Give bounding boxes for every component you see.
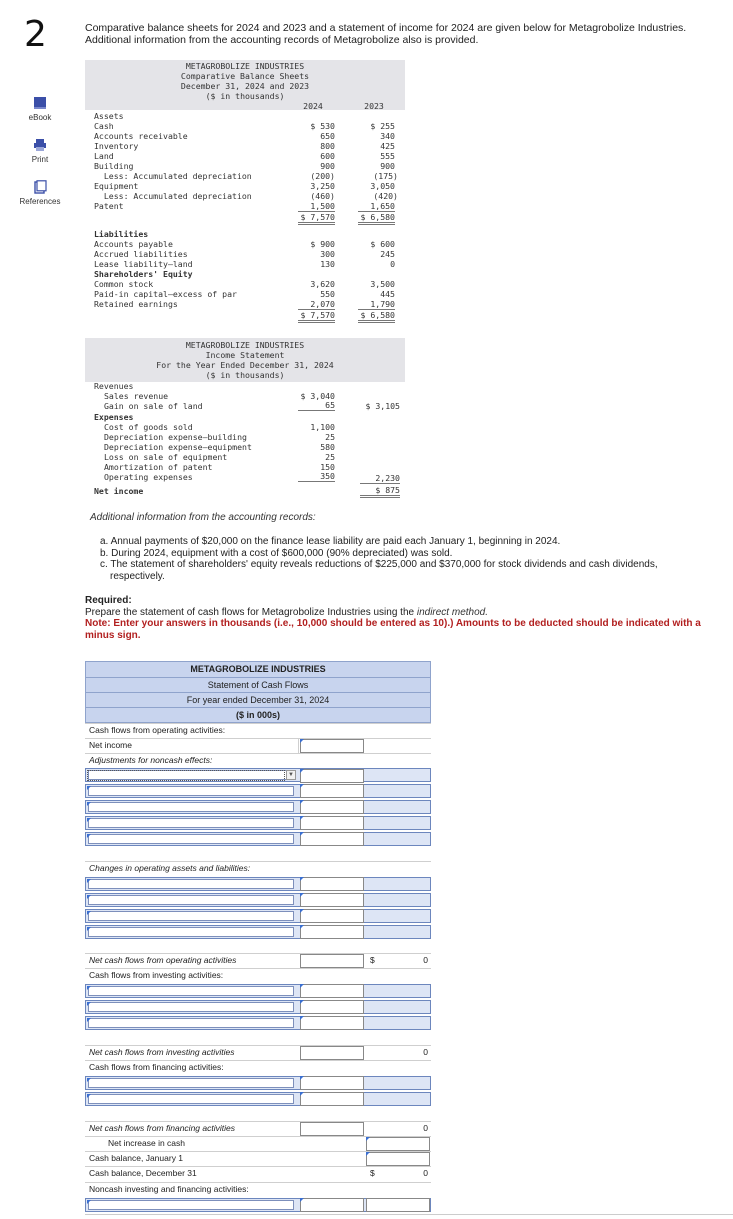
cf-label: Net cash flows from investing activities bbox=[89, 1047, 235, 1057]
bs-value: 2,070 bbox=[298, 299, 335, 310]
is-net-income: $ 875 bbox=[360, 485, 400, 498]
financing-row[interactable] bbox=[85, 1076, 431, 1090]
investing-input[interactable] bbox=[300, 1000, 364, 1014]
bs-value: 3,050 bbox=[370, 181, 395, 191]
cf-label: Cash balance, December 31 bbox=[89, 1168, 197, 1178]
cf-label: Cash flows from financing activities: bbox=[89, 1062, 224, 1072]
bs-liab-total-2023: $ 6,580 bbox=[358, 310, 395, 323]
is-value: 25 bbox=[325, 452, 335, 462]
bs-value: 130 bbox=[320, 259, 335, 269]
bs-value: 3,500 bbox=[370, 279, 395, 289]
cf-label: Net income bbox=[89, 740, 132, 750]
bs-row-label: Lease liability—land bbox=[94, 259, 193, 269]
cf-label: Changes in operating assets and liabilities: bbox=[89, 863, 251, 873]
bs-row-label: Patent bbox=[94, 201, 124, 211]
bs-row-label: Land bbox=[94, 151, 114, 161]
ebook-icon bbox=[33, 96, 47, 110]
bs-row-label: Equipment bbox=[94, 181, 139, 191]
bs-value: 550 bbox=[320, 289, 335, 299]
change-row[interactable] bbox=[85, 925, 431, 939]
required-method: indirect method. bbox=[416, 606, 488, 618]
bs-value: 0 bbox=[390, 259, 395, 269]
additional-item: respectively. bbox=[110, 570, 165, 582]
cf-label: Adjustments for noncash effects: bbox=[89, 755, 213, 765]
adjustment-row[interactable] bbox=[85, 800, 431, 814]
bs-value: 3,250 bbox=[310, 181, 335, 191]
bs-value: 300 bbox=[320, 249, 335, 259]
cf-label: Noncash investing and financing activities: bbox=[89, 1184, 249, 1194]
is-value: 1,100 bbox=[310, 422, 335, 432]
cf-label: Net cash flows from financing activities bbox=[89, 1123, 235, 1133]
bs-row-label: Accounts receivable bbox=[94, 131, 188, 141]
is-row-label: Loss on sale of equipment bbox=[104, 452, 228, 462]
cf-units: ($ in 000s) bbox=[86, 707, 430, 722]
sidebar-label: Print bbox=[31, 155, 49, 164]
bs-value: $ 530 bbox=[310, 121, 335, 131]
required-section bbox=[85, 595, 715, 641]
bs-row-label: Cash bbox=[94, 121, 114, 131]
is-row-label: Amortization of patent bbox=[104, 462, 213, 472]
bs-value: 555 bbox=[380, 151, 395, 161]
investing-row[interactable] bbox=[85, 1016, 431, 1030]
additional-item: a. Annual payments of $20,000 on the finance lease liability are paid each January 1, beginning in 2024. bbox=[100, 536, 561, 547]
bs-row-label: Inventory bbox=[94, 141, 139, 151]
net-operating-value: 0 bbox=[423, 955, 428, 965]
is-value: 580 bbox=[320, 442, 335, 452]
is-row-label: Operating expenses bbox=[104, 472, 193, 482]
print-icon bbox=[33, 138, 47, 152]
investing-row[interactable] bbox=[85, 1000, 431, 1014]
is-revenues-total: $ 3,105 bbox=[365, 401, 400, 411]
net-financing-value: 0 bbox=[423, 1123, 428, 1133]
sidebar-print[interactable] bbox=[10, 138, 70, 164]
bs-value: (420) bbox=[373, 191, 398, 201]
additional-title: Additional information from the accounting records: bbox=[90, 512, 316, 523]
cf-label: Cash flows from investing activities: bbox=[89, 970, 224, 980]
bs-value: 1,790 bbox=[358, 299, 395, 310]
bs-value: $ 600 bbox=[370, 239, 395, 249]
bs-row-label: Accounts payable bbox=[94, 239, 173, 249]
bs-assets-label: Assets bbox=[94, 111, 124, 121]
bs-value: $ 900 bbox=[310, 239, 335, 249]
cf-label: Cash flows from operating activities: bbox=[89, 725, 226, 735]
bs-value: 900 bbox=[380, 161, 395, 171]
is-net-income-label: Net income bbox=[94, 486, 144, 496]
is-row-label: Gain on sale of land bbox=[104, 401, 203, 411]
intro-line: Additional information from the accounting records of Metagrobolize also is provided. bbox=[85, 34, 479, 46]
is-period: For the Year Ended December 31, 2024 bbox=[156, 360, 334, 370]
change-row[interactable] bbox=[85, 877, 431, 891]
bs-value: (200) bbox=[310, 171, 335, 181]
bs-assets-total-2023: $ 6,580 bbox=[358, 212, 395, 225]
net-income-input[interactable] bbox=[300, 739, 364, 753]
adjustment-row[interactable] bbox=[85, 784, 431, 798]
adjustment-input[interactable] bbox=[300, 800, 364, 814]
adjustment-input[interactable] bbox=[300, 816, 364, 830]
is-row-label: Depreciation expense—building bbox=[104, 432, 247, 442]
change-input[interactable] bbox=[300, 909, 364, 923]
cf-label: Cash balance, January 1 bbox=[89, 1153, 184, 1163]
is-expenses-label: Expenses bbox=[94, 412, 134, 422]
bs-equity-label: Shareholders' Equity bbox=[94, 269, 193, 279]
net-investing-value: 0 bbox=[423, 1047, 428, 1057]
net-investing-box bbox=[300, 1046, 364, 1060]
cf-label: Net cash flows from operating activities bbox=[89, 955, 237, 965]
change-row[interactable] bbox=[85, 893, 431, 907]
cf-period: For year ended December 31, 2024 bbox=[86, 692, 430, 707]
cash-jan-input[interactable] bbox=[366, 1152, 430, 1166]
change-input[interactable] bbox=[300, 893, 364, 907]
is-value: $ 3,040 bbox=[300, 391, 335, 401]
sidebar-references[interactable] bbox=[10, 180, 70, 206]
change-input[interactable] bbox=[300, 877, 364, 891]
change-input[interactable] bbox=[300, 925, 364, 939]
is-row-label: Cost of goods sold bbox=[104, 422, 193, 432]
required-note: Note: Enter your answers in thousands (i.e., 10,000 should be entered as 10).) Amounts to be deducted should be indicated with a minus sign. bbox=[85, 618, 701, 641]
bs-value: 245 bbox=[380, 249, 395, 259]
is-revenues-label: Revenues bbox=[94, 381, 134, 391]
is-title: Income Statement bbox=[205, 350, 285, 360]
investing-row[interactable] bbox=[85, 984, 431, 998]
financing-input[interactable] bbox=[300, 1076, 364, 1090]
bs-value: 650 bbox=[320, 131, 335, 141]
adjustment-input[interactable] bbox=[300, 784, 364, 798]
cf-company: METAGROBOLIZE INDUSTRIES bbox=[190, 664, 326, 674]
cash-flow-statement bbox=[85, 661, 431, 723]
bs-value: 445 bbox=[380, 289, 395, 299]
additional-item: c. The statement of shareholders' equity reveals reductions of $225,000 and $370,000 for stock dividends and cash dividends, bbox=[100, 559, 658, 570]
bs-row-label: Accrued liabilities bbox=[94, 249, 188, 259]
financing-row[interactable] bbox=[85, 1092, 431, 1106]
bs-title: Comparative Balance Sheets bbox=[180, 71, 310, 81]
sidebar-label: eBook bbox=[28, 113, 52, 122]
required-label: Required: bbox=[85, 595, 132, 606]
bs-liab-label: Liabilities bbox=[94, 229, 149, 239]
net-increase-input[interactable] bbox=[366, 1137, 430, 1151]
additional-items bbox=[100, 536, 720, 582]
bs-row-label: Less: Accumulated depreciation bbox=[94, 191, 252, 201]
investing-input[interactable] bbox=[300, 1016, 364, 1030]
bs-value: 3,620 bbox=[310, 279, 335, 289]
intro-text bbox=[85, 22, 715, 46]
change-row[interactable] bbox=[85, 909, 431, 923]
references-icon bbox=[33, 180, 47, 194]
bs-col-2024: 2024 bbox=[303, 101, 323, 111]
adjustment-input[interactable] bbox=[300, 832, 364, 846]
bs-row-label: Common stock bbox=[94, 279, 154, 289]
net-operating-box bbox=[300, 954, 364, 968]
dollar-sign: $ bbox=[370, 955, 375, 965]
bs-company: METAGROBOLIZE INDUSTRIES bbox=[185, 61, 305, 71]
bs-assets-total-2024: $ 7,570 bbox=[298, 212, 335, 225]
intro-line: Comparative balance sheets for 2024 and 2023 and a statement of income for 2024 are given below for Metagrobolize Industries. bbox=[85, 22, 687, 34]
bs-row-label: Retained earnings bbox=[94, 299, 178, 309]
is-value: 65 bbox=[298, 400, 335, 411]
noncash-total-input[interactable] bbox=[366, 1198, 430, 1212]
adjustment-row[interactable] bbox=[85, 816, 431, 830]
additional-item: b. During 2024, equipment with a cost of $600,000 (90% depreciated) was sold. bbox=[100, 547, 453, 559]
bs-value: 1,500 bbox=[298, 201, 335, 212]
bs-value: 900 bbox=[320, 161, 335, 171]
bs-date: December 31, 2024 and 2023 bbox=[180, 81, 310, 91]
bs-value: (460) bbox=[310, 191, 335, 201]
adjustment-row[interactable] bbox=[85, 832, 431, 846]
adjustment-input[interactable] bbox=[300, 769, 364, 783]
bs-row-label: Paid-in capital—excess of par bbox=[94, 289, 237, 299]
bs-col-2023: 2023 bbox=[364, 101, 384, 111]
investing-input[interactable] bbox=[300, 984, 364, 998]
is-row-label: Depreciation expense—equipment bbox=[104, 442, 252, 452]
bs-row-label: Less: Accumulated depreciation bbox=[94, 171, 252, 181]
noncash-input[interactable] bbox=[300, 1198, 364, 1212]
is-company: METAGROBOLIZE INDUSTRIES bbox=[185, 340, 305, 350]
is-value: 350 bbox=[298, 471, 335, 482]
bs-units: ($ in thousands) bbox=[205, 91, 285, 101]
dollar-sign: $ bbox=[370, 1168, 375, 1178]
bs-value: 800 bbox=[320, 141, 335, 151]
net-financing-box bbox=[300, 1122, 364, 1136]
cash-dec-value: 0 bbox=[423, 1168, 428, 1178]
bs-value: $ 255 bbox=[370, 121, 395, 131]
question-number: 2 bbox=[24, 14, 47, 55]
required-text: Prepare the statement of cash flows for Metagrobolize Industries using the bbox=[85, 606, 415, 618]
is-units: ($ in thousands) bbox=[205, 370, 285, 380]
is-value: 25 bbox=[325, 432, 335, 442]
is-expenses-total: 2,230 bbox=[360, 473, 400, 484]
cf-label: Net increase in cash bbox=[108, 1138, 186, 1148]
financing-input[interactable] bbox=[300, 1092, 364, 1106]
bs-value: 600 bbox=[320, 151, 335, 161]
bs-liab-total-2024: $ 7,570 bbox=[298, 310, 335, 323]
is-value: 150 bbox=[320, 462, 335, 472]
sidebar-label: References bbox=[19, 197, 61, 206]
is-row-label: Sales revenue bbox=[104, 391, 169, 401]
sidebar-ebook[interactable] bbox=[10, 96, 70, 122]
bs-value: 340 bbox=[380, 131, 395, 141]
bs-value: 1,650 bbox=[358, 201, 395, 212]
bs-value: 425 bbox=[380, 141, 395, 151]
cf-title: Statement of Cash Flows bbox=[86, 677, 430, 692]
bs-value: (175) bbox=[373, 171, 398, 181]
chevron-down-icon[interactable]: ▼ bbox=[286, 770, 296, 780]
bs-row-label: Building bbox=[94, 161, 134, 171]
adjustment-select[interactable] bbox=[87, 770, 285, 781]
